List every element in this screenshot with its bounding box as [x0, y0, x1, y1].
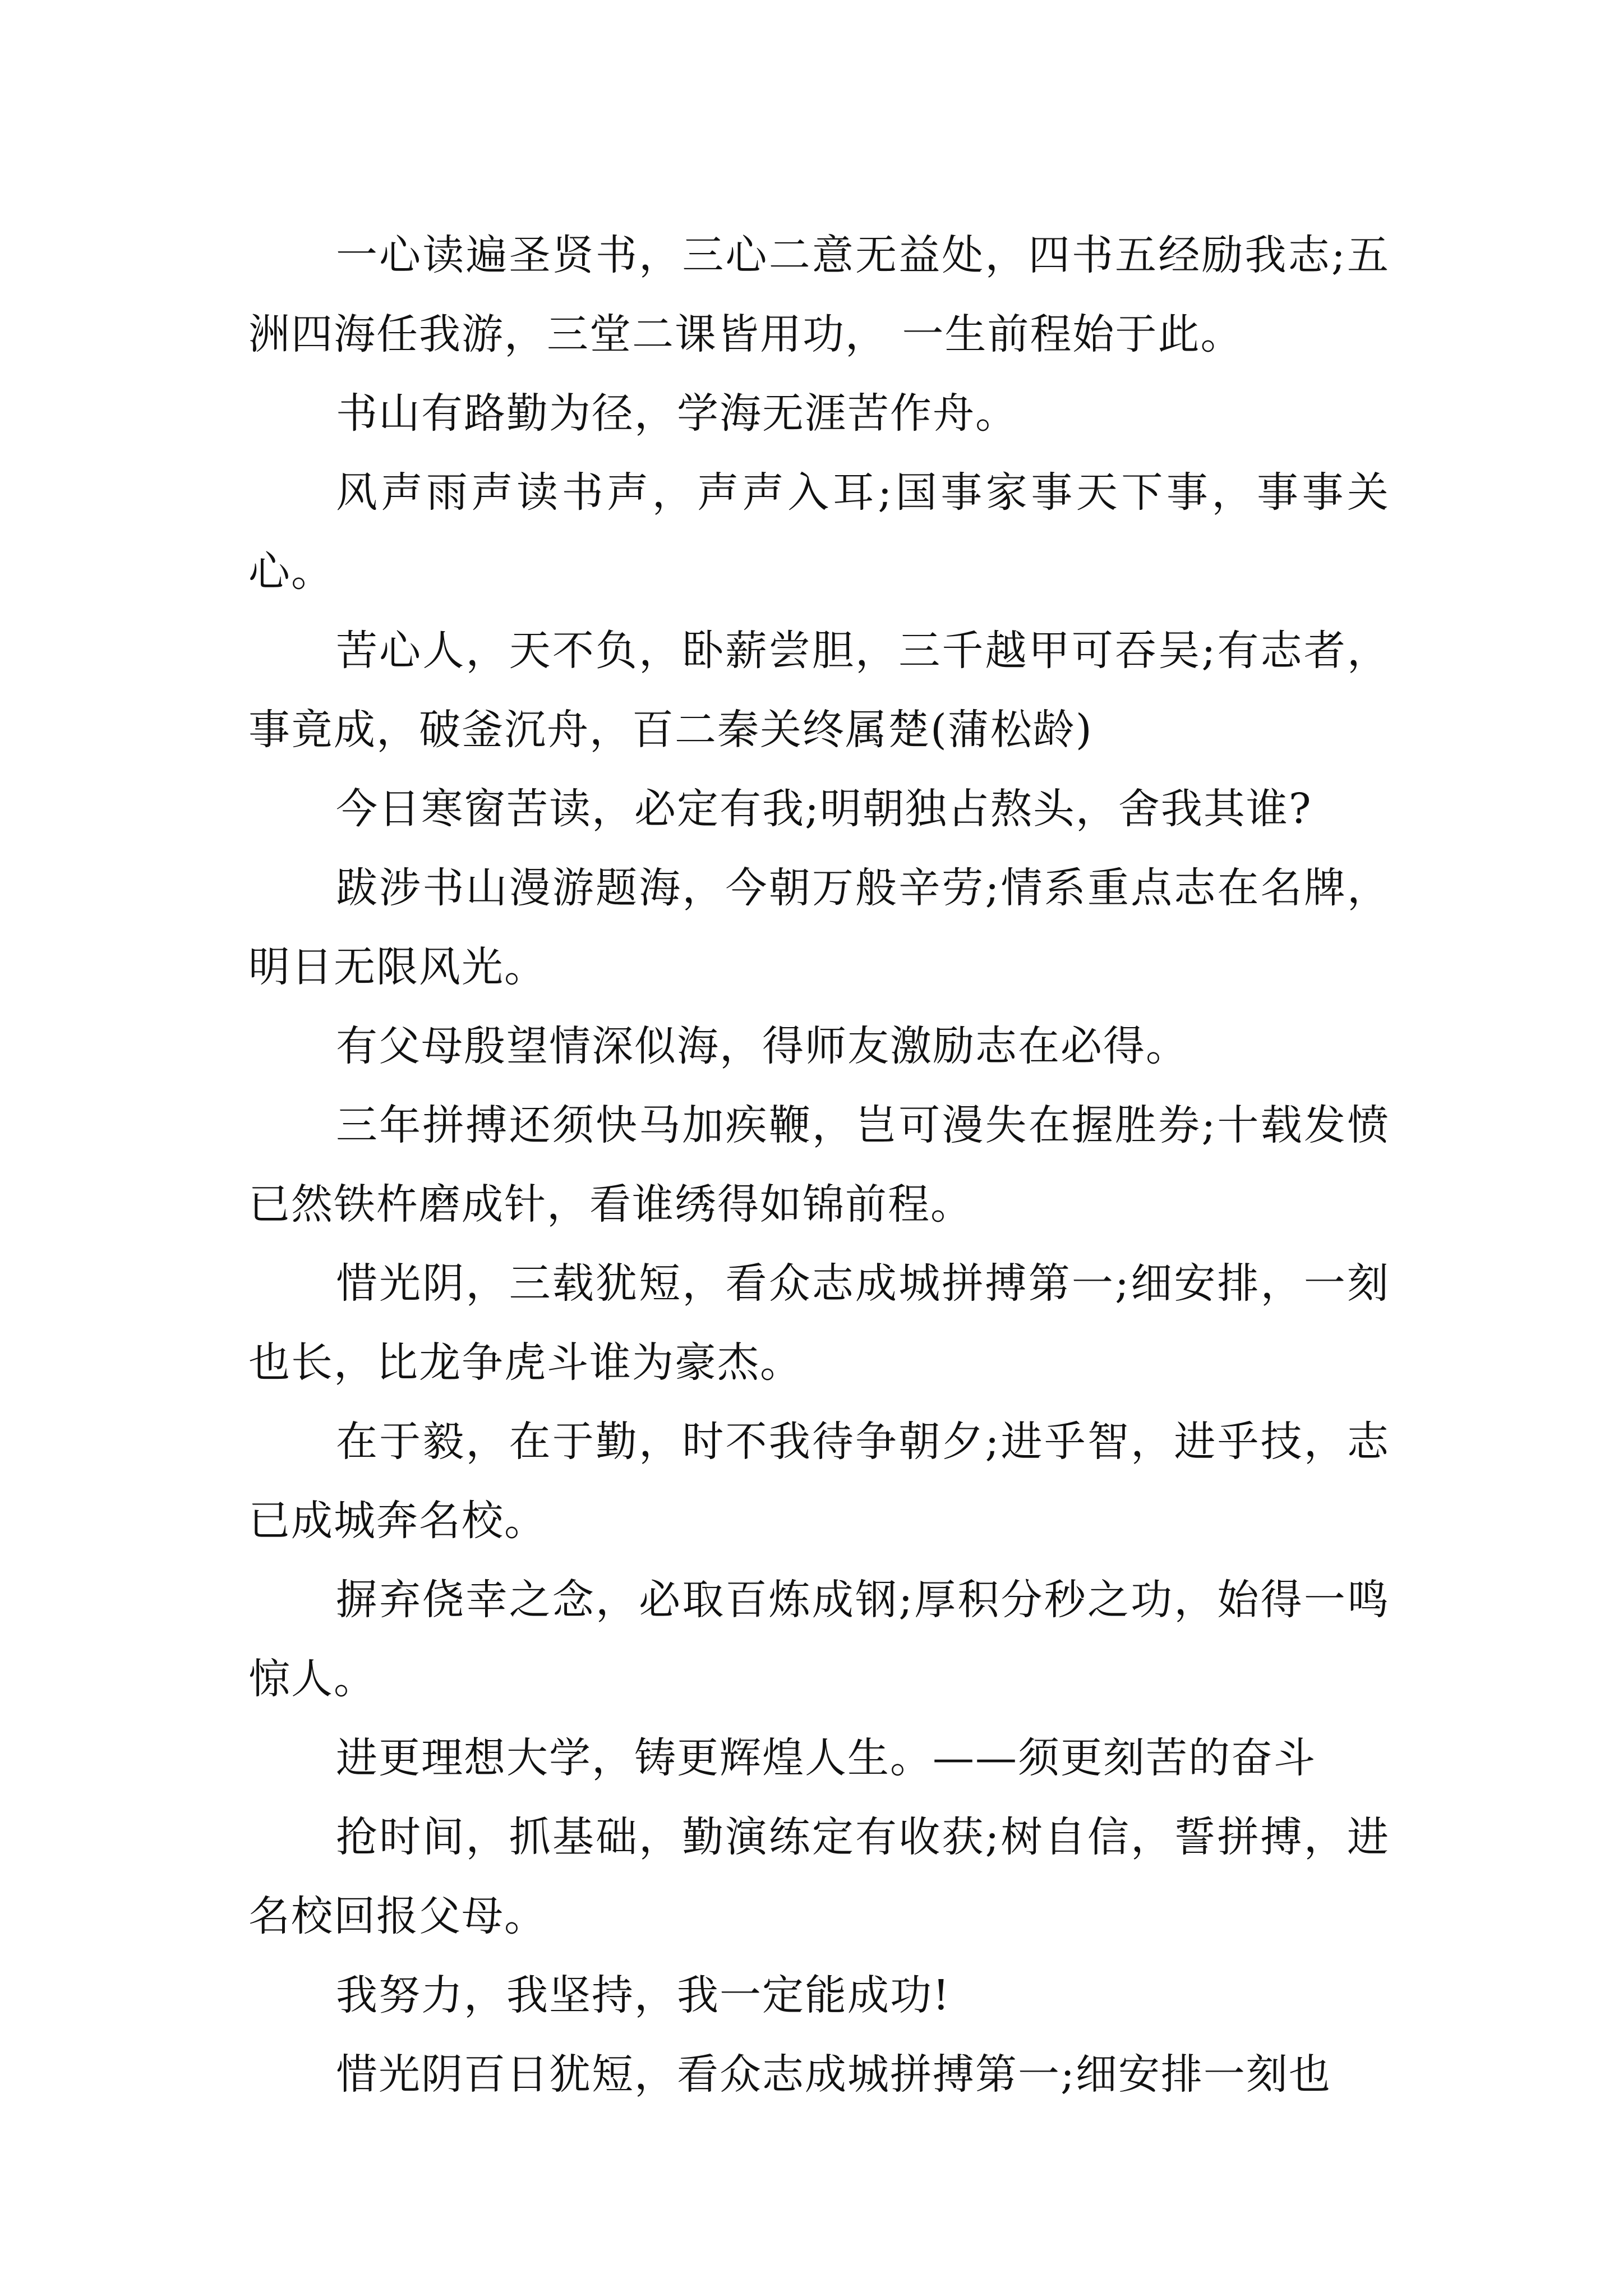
- paragraph: 摒弃侥幸之念，必取百炼成钢;厚积分秒之功，始得一鸣惊人。: [248, 1576, 1390, 1703]
- paragraph: 在于毅，在于勤，时不我待争朝夕;进乎智，进乎技，志已成城奔名校。: [248, 1418, 1390, 1545]
- paragraph: 惜光阴百日犹短，看众志成城拼搏第一;细安排一刻也: [336, 2050, 1331, 2099]
- paragraph: 书山有路勤为径，学海无涯苦作舟。: [336, 389, 1018, 438]
- paragraph: 我努力，我坚持，我一定能成功!: [336, 1971, 951, 2019]
- paragraph: 今日寒窗苦读，必定有我;明朝独占熬头，舍我其谁?: [336, 785, 1312, 833]
- paragraph: 有父母殷望情深似海，得师友激励志在必得。: [336, 1022, 1188, 1070]
- paragraph: 风声雨声读书声，声声入耳;国事家事天下事，事事关心。: [248, 468, 1390, 596]
- paragraph: 跋涉书山漫游题海，今朝万般辛劳;情系重点志在名牌，明日无限风光。: [248, 864, 1390, 991]
- paragraph: 苦心人，天不负，卧薪尝胆，三千越甲可吞吴;有志者，事竟成，破釜沉舟，百二秦关终属楚(蒲松龄): [248, 627, 1390, 754]
- paragraph: 抢时间，抓基础，勤演练定有收获;树自信，誓拼搏，进名校回报父母。: [248, 1813, 1390, 1940]
- document-body: [248, 216, 1390, 2114]
- paragraph: 三年拼搏还须快马加疾鞭，岂可漫失在握胜券;十载发愤已然铁杵磨成针，看谁绣得如锦前程。: [248, 1101, 1390, 1228]
- paragraph: 进更理想大学，铸更辉煌人生。——须更刻苦的奋斗: [336, 1734, 1316, 1782]
- paragraph: 惜光阴，三载犹短，看众志成城拼搏第一;细安排，一刻也长，比龙争虎斗谁为豪杰。: [248, 1259, 1390, 1387]
- paragraph: 一心读遍圣贤书，三心二意无益处，四书五经励我志;五洲四海任我游，三堂二课皆用功， 一生前程始于此。: [248, 231, 1390, 358]
